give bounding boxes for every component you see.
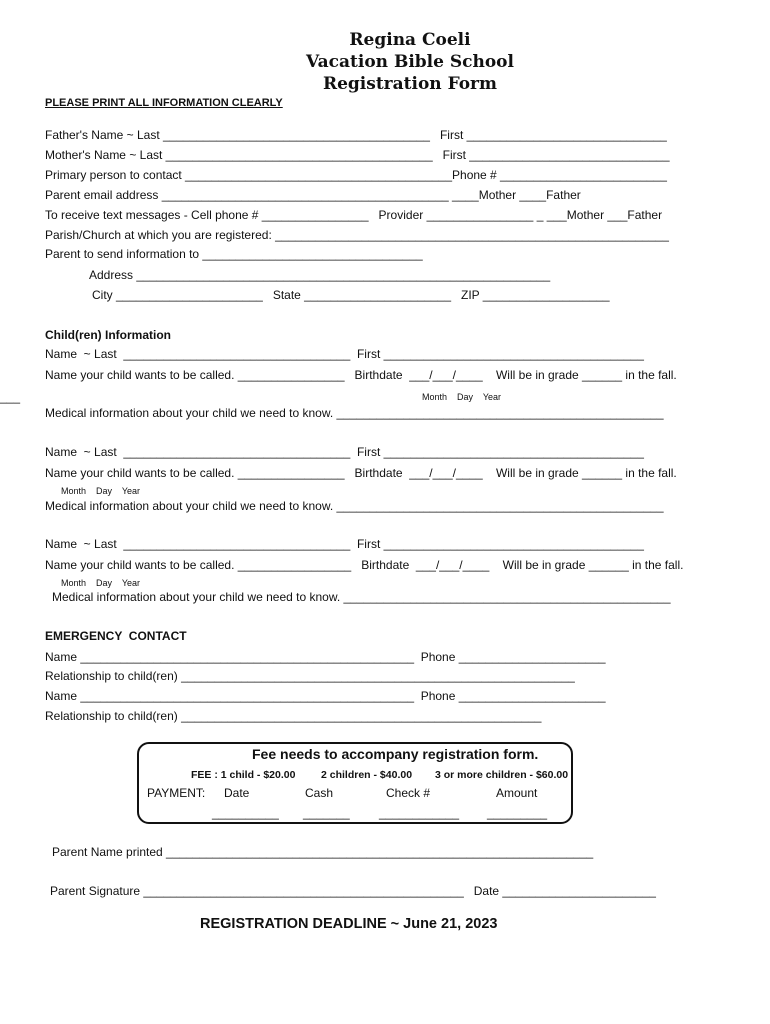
- title-program: Vacation Bible School: [306, 52, 514, 72]
- father-name-line[interactable]: Father's Name ~ Last ________________________________________ First ______________________________: [45, 128, 667, 142]
- payment-amount-label: Amount: [496, 786, 538, 800]
- stray-mark: ___: [0, 390, 21, 404]
- emergency1-name-line[interactable]: Name __________________________________________________ Phone ______________________: [45, 650, 606, 664]
- payment-label: PAYMENT:: [147, 786, 206, 800]
- payment-date-blank[interactable]: __________: [212, 806, 279, 820]
- emergency2-relationship-line[interactable]: Relationship to child(ren) ______________________________________________________: [45, 709, 542, 723]
- emergency2-name-line[interactable]: Name __________________________________________________ Phone ______________________: [45, 689, 606, 703]
- emergency1-relationship-line[interactable]: Relationship to child(ren) ___________________________________________________________: [45, 669, 575, 683]
- mother-name-line[interactable]: Mother's Name ~ Last ________________________________________ First ______________________________: [45, 148, 670, 162]
- payment-check-blank[interactable]: ____________: [379, 806, 460, 820]
- registration-deadline: REGISTRATION DEADLINE ~ June 21, 2023: [200, 916, 498, 932]
- parish-line[interactable]: Parish/Church at which you are registered: ___________________________________________________________: [45, 228, 669, 242]
- child3-name-line[interactable]: Name ~ Last __________________________________ First _______________________________________: [45, 537, 644, 551]
- fee-title: Fee needs to accompany registration form.: [252, 746, 539, 762]
- payment-check-label: Check #: [386, 786, 431, 800]
- child3-date-labels: Month Day Year: [61, 578, 141, 588]
- child1-date-labels: Month Day Year: [422, 392, 502, 402]
- child1-medical-line[interactable]: Medical information about your child we need to know. _________________________________________________: [45, 406, 664, 420]
- payment-cash-blank[interactable]: _______: [303, 806, 350, 820]
- child2-medical-line[interactable]: Medical information about your child we need to know. _________________________________________________: [45, 499, 664, 513]
- child2-called-line[interactable]: Name your child wants to be called. ________________ Birthdate ___/___/____ Will be in grade ______ in the fall.: [45, 466, 677, 480]
- parent-signature-line[interactable]: Parent Signature ________________________________________________ Date _______________________: [50, 884, 656, 898]
- child3-called-line[interactable]: Name your child wants to be called. _________________ Birthdate ___/___/____ Will be in grade ______ in the fall.: [45, 558, 684, 572]
- fee-three-children: 3 or more children - $60.00: [435, 769, 569, 781]
- child2-name-line[interactable]: Name ~ Last __________________________________ First _______________________________________: [45, 445, 644, 459]
- child3-medical-line[interactable]: Medical information about your child we need to know. _________________________________________________: [52, 590, 671, 604]
- children-heading: Child(ren) Information: [45, 328, 171, 342]
- child2-date-labels: Month Day Year: [61, 486, 141, 496]
- fee-one-child: FEE : 1 child - $20.00: [191, 769, 296, 781]
- fee-two-children: 2 children - $40.00: [321, 769, 413, 781]
- payment-date-label: Date: [224, 786, 250, 800]
- title-school-name: Regina Coeli: [349, 30, 471, 50]
- city-state-zip-line[interactable]: City ______________________ State ______________________ ZIP ___________________: [92, 288, 610, 302]
- parent-name-printed-line[interactable]: Parent Name printed ________________________________________________________________: [52, 845, 594, 859]
- parent-email-line[interactable]: Parent email address ___________________________________________ ____Mother ____Father: [45, 188, 581, 202]
- payment-cash-label: Cash: [305, 786, 334, 800]
- title-form: Registration Form: [322, 74, 498, 94]
- text-messages-line[interactable]: To receive text messages - Cell phone # ________________ Provider ________________ _ ___Mother ___Father: [45, 208, 663, 222]
- child1-name-line[interactable]: Name ~ Last __________________________________ First _______________________________________: [45, 347, 644, 361]
- primary-contact-line[interactable]: Primary person to contact ________________________________________Phone # _________________________: [45, 168, 667, 182]
- payment-amount-blank[interactable]: _________: [487, 806, 548, 820]
- emergency-heading: EMERGENCY CONTACT: [45, 629, 187, 643]
- print-clearly-notice: PLEASE PRINT ALL INFORMATION CLEARLY: [45, 97, 283, 109]
- send-info-line[interactable]: Parent to send information to _________________________________: [45, 247, 423, 261]
- address-line[interactable]: Address ______________________________________________________________: [89, 268, 551, 282]
- child1-called-line[interactable]: Name your child wants to be called. ________________ Birthdate ___/___/____ Will be in grade ______ in the fall.: [45, 368, 677, 382]
